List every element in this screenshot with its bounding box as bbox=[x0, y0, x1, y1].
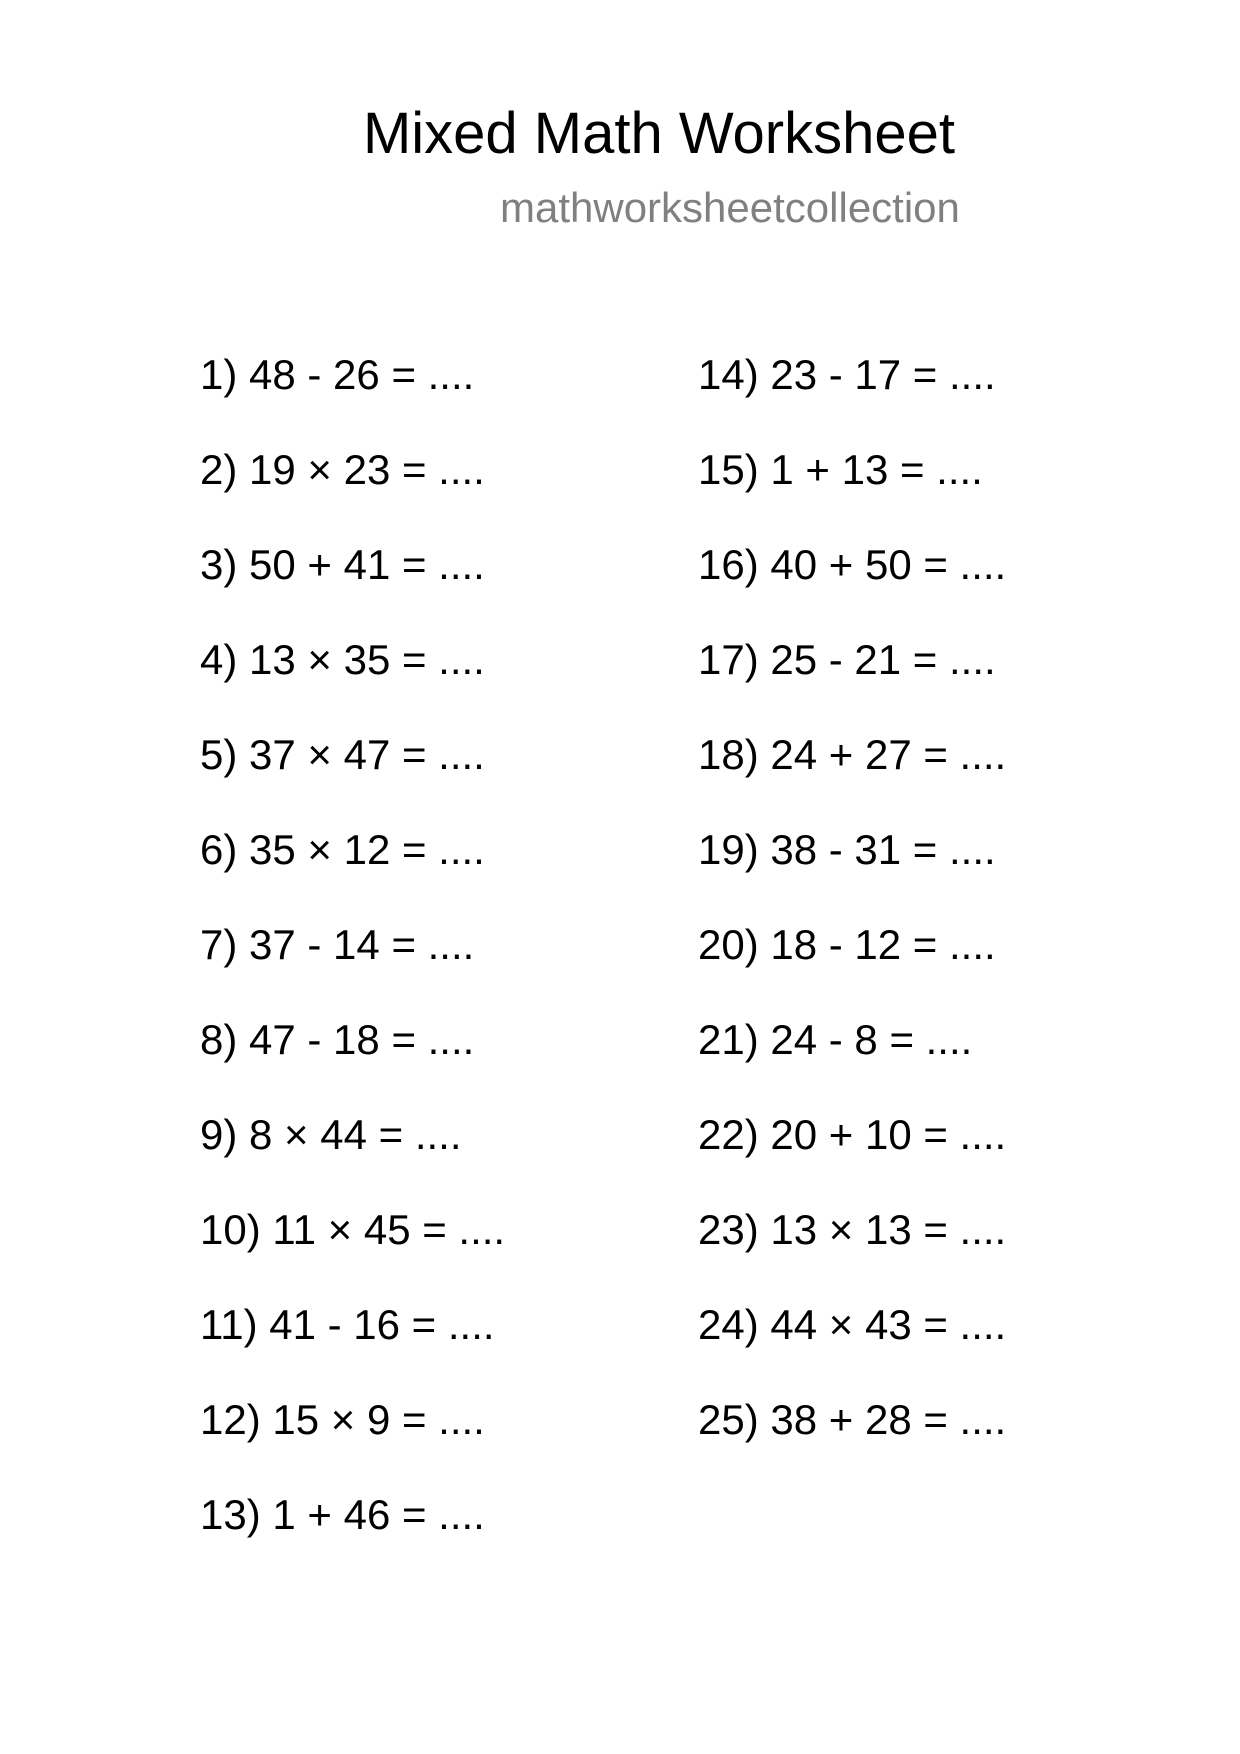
problem-item: 21) 24 - 8 = .... bbox=[698, 1016, 973, 1063]
problem-column-right bbox=[698, 345, 1006, 1485]
problem-item: 2) 19 × 23 = .... bbox=[200, 446, 485, 493]
problem-item: 11) 41 - 16 = .... bbox=[200, 1301, 495, 1348]
problem-item: 19) 38 - 31 = .... bbox=[698, 826, 996, 873]
problem-item: 14) 23 - 17 = .... bbox=[698, 351, 996, 398]
problem-item: 10) 11 × 45 = .... bbox=[200, 1206, 506, 1253]
page-title: Mixed Math Worksheet bbox=[362, 101, 956, 166]
problem-item: 5) 37 × 47 = .... bbox=[200, 731, 485, 778]
problem-item: 7) 37 - 14 = .... bbox=[200, 921, 475, 968]
problem-item: 20) 18 - 12 = .... bbox=[698, 921, 996, 968]
problem-item: 9) 8 × 44 = .... bbox=[200, 1111, 462, 1158]
problem-column-left bbox=[200, 345, 505, 1580]
problem-item: 3) 50 + 41 = .... bbox=[200, 541, 485, 588]
problem-item: 15) 1 + 13 = .... bbox=[698, 446, 983, 493]
problem-item: 17) 25 - 21 = .... bbox=[698, 636, 996, 683]
problem-item: 18) 24 + 27 = .... bbox=[698, 731, 1007, 778]
problem-item: 13) 1 + 46 = .... bbox=[200, 1491, 485, 1538]
problem-item: 25) 38 + 28 = .... bbox=[698, 1396, 1007, 1443]
problem-item: 12) 15 × 9 = .... bbox=[200, 1396, 485, 1443]
problem-item: 1) 48 - 26 = .... bbox=[200, 351, 475, 398]
problem-item: 4) 13 × 35 = .... bbox=[200, 636, 485, 683]
problem-item: 16) 40 + 50 = .... bbox=[698, 541, 1007, 588]
problem-item: 24) 44 × 43 = .... bbox=[698, 1301, 1007, 1348]
page-subtitle: mathworksheetcollection bbox=[500, 184, 960, 231]
problem-item: 8) 47 - 18 = .... bbox=[200, 1016, 475, 1063]
problem-item: 22) 20 + 10 = .... bbox=[698, 1111, 1007, 1158]
problem-item: 6) 35 × 12 = .... bbox=[200, 826, 485, 873]
problem-item: 23) 13 × 13 = .... bbox=[698, 1206, 1007, 1253]
